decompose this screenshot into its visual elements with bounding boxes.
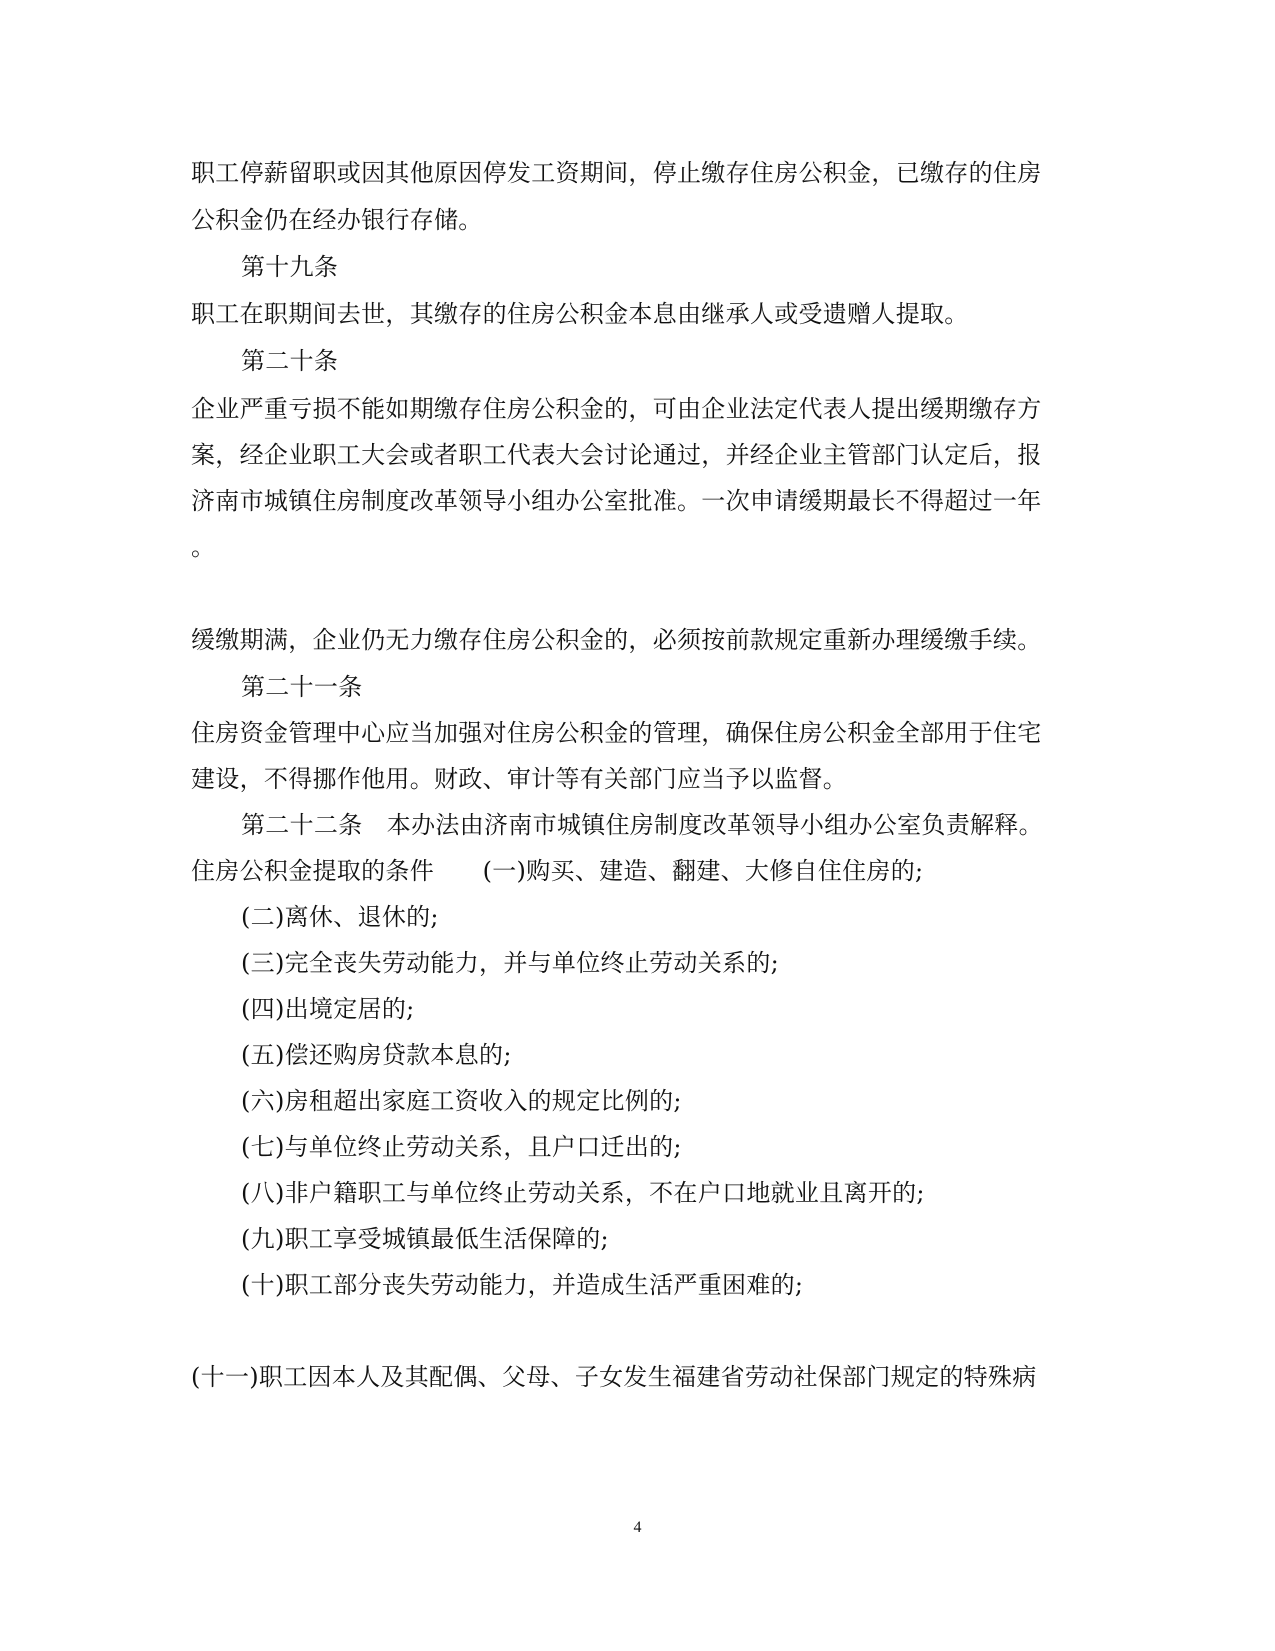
list-item: (七)与单位终止劳动关系，且户口迁出的; <box>241 1133 682 1161</box>
body-line: 。 <box>191 533 216 561</box>
list-intro: 住房公积金提取的条件 (一)购买、建造、翻建、大修自住住房的; <box>191 857 924 885</box>
body-line: 建设，不得挪作他用。财政、审计等有关部门应当予以监督。 <box>191 765 848 793</box>
list-item: (二)离休、退休的; <box>241 903 439 931</box>
article-heading: 第十九条 <box>241 253 339 281</box>
list-item: (十)职工部分丧失劳动能力，并造成生活严重困难的; <box>241 1271 804 1299</box>
body-line: 缓缴期满，企业仍无力缴存住房公积金的，必须按前款规定重新办理缓缴手续。 <box>191 626 1042 654</box>
list-item: (六)房租超出家庭工资收入的规定比例的; <box>241 1087 682 1115</box>
body-line: 企业严重亏损不能如期缴存住房公积金的，可由企业法定代表人提出缓期缴存方 <box>191 395 1042 423</box>
article-heading: 第二十二条 本办法由济南市城镇住房制度改革领导小组办公室负责解释。 <box>241 811 1043 839</box>
list-item: (八)非户籍职工与单位终止劳动关系，不在户口地就业且离开的; <box>241 1179 925 1207</box>
body-line: 职工停薪留职或因其他原因停发工资期间，停止缴存住房公积金，已缴存的住房 <box>191 159 1042 187</box>
list-item: (五)偿还购房贷款本息的; <box>241 1041 512 1069</box>
article-heading: 第二十一条 <box>241 673 363 701</box>
body-line: 济南市城镇住房制度改革领导小组办公室批准。一次申请缓期最长不得超过一年 <box>191 487 1042 515</box>
body-line: 案，经企业职工大会或者职工代表大会讨论通过，并经企业主管部门认定后，报 <box>191 441 1042 469</box>
body-line: 职工在职期间去世，其缴存的住房公积金本息由继承人或受遗赠人提取。 <box>191 300 969 328</box>
body-line: 住房资金管理中心应当加强对住房公积金的管理，确保住房公积金全部用于住宅 <box>191 719 1042 747</box>
body-line: 公积金仍在经办银行存储。 <box>191 206 483 234</box>
list-item: (三)完全丧失劳动能力，并与单位终止劳动关系的; <box>241 949 780 977</box>
list-item: (十一)职工因本人及其配偶、父母、子女发生福建省劳动社保部门规定的特殊病 <box>191 1363 1037 1391</box>
list-item: (九)职工享受城镇最低生活保障的; <box>241 1225 609 1253</box>
page-number: 4 <box>633 1519 642 1536</box>
article-heading: 第二十条 <box>241 347 339 375</box>
list-item: (四)出境定居的; <box>241 995 415 1023</box>
